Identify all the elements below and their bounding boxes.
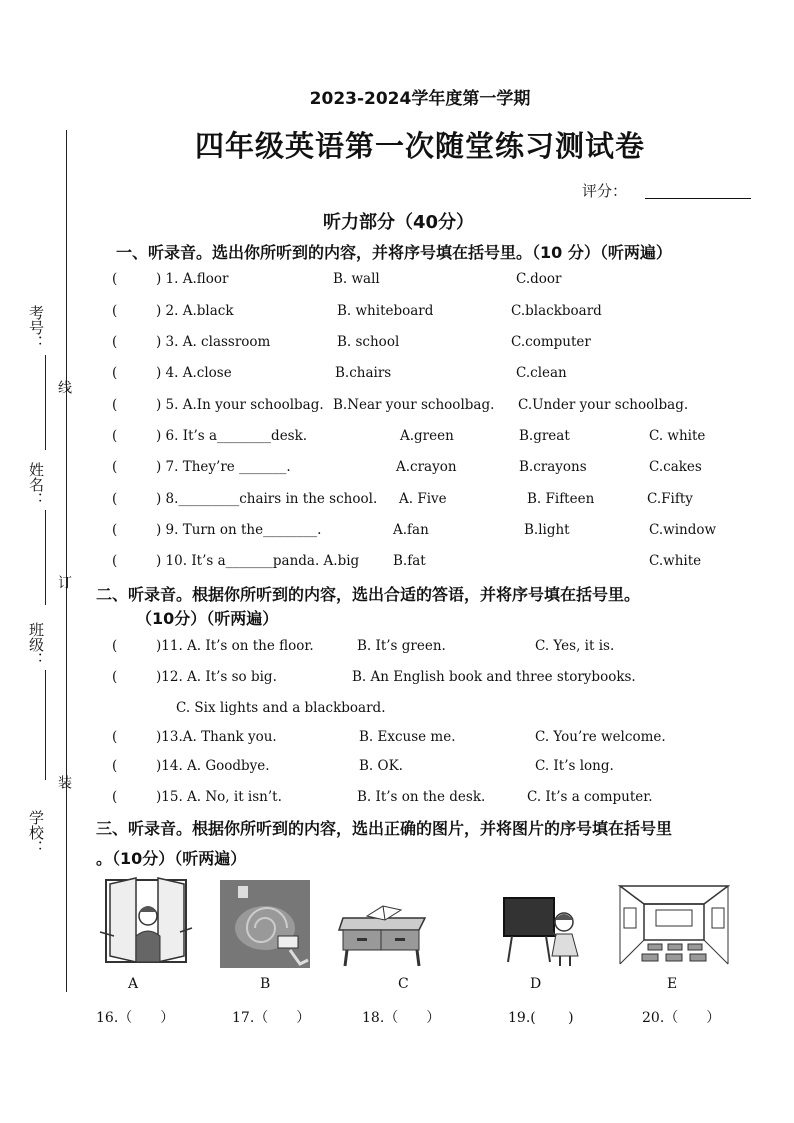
option: )11. A. It’s on the floor.: [156, 638, 314, 654]
answer-paren[interactable]: (: [112, 271, 118, 287]
listening-heading: 听力部分（40分）: [323, 212, 475, 233]
answer-blank[interactable]: 17.（ ）: [232, 1010, 311, 1026]
option: )12. A. It’s so big.: [156, 669, 277, 685]
class-label: 班级：: [27, 622, 45, 667]
picture-label: C: [398, 976, 409, 992]
option: )15. A. No, it isn’t.: [156, 789, 282, 805]
binding-line: [66, 130, 67, 992]
answer-paren[interactable]: (: [112, 491, 118, 507]
exam-no-blank: [45, 355, 46, 450]
option: B. It’s on the desk.: [357, 789, 486, 805]
option: C. Six lights and a blackboard.: [176, 700, 386, 716]
option: C. You’re welcome.: [535, 729, 666, 745]
option: B.light: [524, 522, 570, 538]
answer-paren[interactable]: (: [112, 334, 118, 350]
binding-line-char: 线: [56, 380, 72, 394]
answer-paren[interactable]: (: [112, 397, 118, 413]
option: A. Five: [399, 491, 447, 507]
option: C.Under your schoolbag.: [518, 397, 689, 413]
option: C.cakes: [649, 459, 702, 475]
score-blank[interactable]: [645, 198, 751, 199]
class-blank: [45, 670, 46, 780]
section1-title: 一、听录音。选出你所听到的内容，并将序号填在括号里。（10 分）（听两遍）: [116, 243, 672, 262]
option: C. Yes, it is.: [535, 638, 615, 654]
option: A.green: [400, 428, 454, 444]
option: C.blackboard: [511, 303, 602, 319]
question-stem: ) 7. They’re _______.: [156, 459, 291, 475]
girl-at-blackboard-icon: [498, 890, 586, 968]
girl-opening-window-icon: [96, 876, 196, 966]
question-stem: ) 9. Turn on the________.: [156, 522, 322, 538]
name-label: 姓名：: [27, 462, 45, 507]
answer-paren[interactable]: (: [112, 669, 118, 685]
option: B. Fifteen: [527, 491, 595, 507]
question-stem: ) 6. It’s a________desk.: [156, 428, 308, 444]
picture-label: E: [667, 976, 678, 992]
option: )14. A. Goodbye.: [156, 758, 270, 774]
picture-label: A: [128, 976, 139, 992]
option: B.crayons: [519, 459, 587, 475]
option: B. OK.: [359, 758, 403, 774]
answer-blank[interactable]: 18.（ ）: [362, 1010, 441, 1026]
section2-title-line2: （10分）（听两遍）: [136, 609, 279, 628]
answer-paren[interactable]: (: [112, 729, 118, 745]
answer-paren[interactable]: (: [112, 789, 118, 805]
question-stem: ) 1. A.floor: [156, 271, 229, 287]
option: C.white: [649, 553, 702, 569]
binding-ding-char: 订: [56, 575, 72, 589]
option: B. wall: [333, 271, 380, 287]
exam-no-label: 考号：: [27, 305, 45, 350]
score-label: 评分：: [582, 182, 628, 200]
option: C. It’s a computer.: [527, 789, 653, 805]
option: C.door: [516, 271, 562, 287]
option: B.Near your schoolbag.: [333, 397, 495, 413]
answer-blank[interactable]: 19.( ): [508, 1010, 574, 1026]
option: C.computer: [511, 334, 591, 350]
answer-blank[interactable]: 20.（ ）: [642, 1010, 721, 1026]
picture-label: D: [530, 976, 542, 992]
answer-paren[interactable]: (: [112, 638, 118, 654]
question-stem: ) 8._________chairs in the school.: [156, 491, 378, 507]
picture-label: B: [260, 976, 271, 992]
option: A.crayon: [396, 459, 457, 475]
question-stem: ) 2. A.black: [156, 303, 234, 319]
option: C. white: [649, 428, 706, 444]
option: B.chairs: [335, 365, 392, 381]
answer-paren[interactable]: (: [112, 428, 118, 444]
answer-paren[interactable]: (: [112, 303, 118, 319]
option: B. An English book and three storybooks.: [352, 669, 636, 685]
answer-paren[interactable]: (: [112, 522, 118, 538]
question-stem: ) 5. A.In your schoolbag.: [156, 397, 324, 413]
binding-zhuang-char: 装: [56, 775, 72, 789]
question-stem: ) 4. A.close: [156, 365, 232, 381]
option: B. whiteboard: [337, 303, 434, 319]
option: B. Excuse me.: [359, 729, 456, 745]
answer-paren[interactable]: (: [112, 365, 118, 381]
answer-paren[interactable]: (: [112, 459, 118, 475]
option: B.fat: [393, 553, 426, 569]
school-year: 2023-2024学年度第一学期: [309, 89, 531, 109]
option: B. It’s green.: [357, 638, 446, 654]
page-title: 四年级英语第一次随堂练习测试卷: [194, 129, 645, 163]
school-label: 学校：: [27, 810, 45, 855]
answer-paren[interactable]: (: [112, 758, 118, 774]
option: B. school: [337, 334, 400, 350]
section3-title-line2: 。（10分）（听两遍）: [96, 849, 247, 868]
option: C.window: [649, 522, 717, 538]
answer-blank[interactable]: 16.（ ）: [96, 1010, 175, 1026]
question-stem: ) 3. A. classroom: [156, 334, 271, 350]
classroom-icon: [618, 884, 730, 966]
option: )13.A. Thank you.: [156, 729, 277, 745]
section2-title-line1: 二、听录音。根据你所听到的内容，选出合适的答语，并将序号填在括号里。: [96, 585, 641, 604]
option: A.fan: [393, 522, 429, 538]
option: C. It’s long.: [535, 758, 614, 774]
question-stem: ) 10. It’s a_______panda. A.big: [156, 553, 360, 569]
option: B.great: [519, 428, 570, 444]
name-blank: [45, 510, 46, 605]
answer-paren[interactable]: (: [112, 553, 118, 569]
light-switch-icon: [220, 880, 310, 968]
option: C.clean: [516, 365, 567, 381]
book-on-desk-icon: [337, 896, 432, 968]
section3-title-line1: 三、听录音。根据你所听到的内容，选出正确的图片，并将图片的序号填在括号里: [96, 819, 673, 838]
option: C.Fifty: [647, 491, 693, 507]
